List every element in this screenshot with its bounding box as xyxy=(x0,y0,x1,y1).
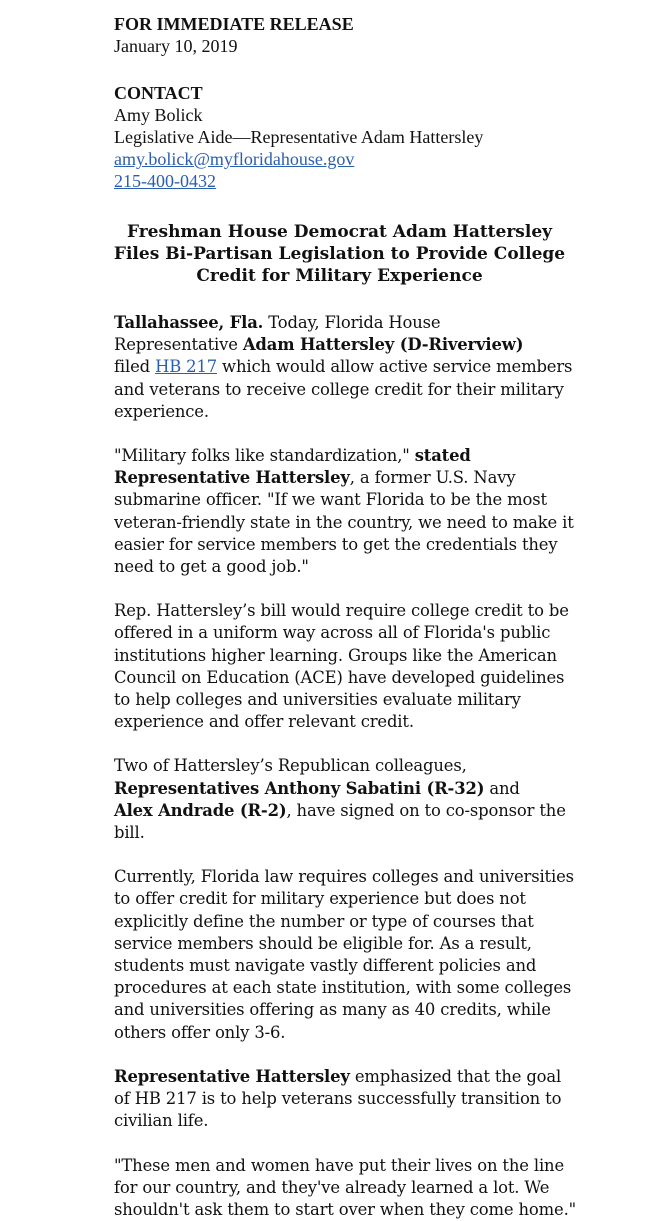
representative-name: Adam Hattersley (D-Riverview) xyxy=(243,335,523,354)
paragraph-text: Currently, Florida law requires colleges and universities xyxy=(114,866,564,888)
paragraph-text: , have signed on to co-sponsor the xyxy=(286,801,565,820)
paragraph-text: for our country, and they've already learned a lot. We xyxy=(114,1177,564,1199)
paragraph-cosponsors xyxy=(114,755,564,844)
paragraph-text: experience and offer relevant credit. xyxy=(114,711,564,733)
paragraph-text: others offer only 3-6. xyxy=(114,1022,564,1044)
paragraph-text: submarine officer. "If we want Florida to be the most xyxy=(114,489,564,511)
representative-name: Representative Hattersley xyxy=(114,1067,350,1086)
paragraph-bill-details xyxy=(114,600,564,733)
paragraph-text: "Military folks like standardization," xyxy=(114,446,415,465)
paragraph-text: and universities offering as many as 40 credits, while xyxy=(114,999,564,1021)
representative-name: Representative Hattersley xyxy=(114,468,350,487)
paragraph-text: Council on Education (ACE) have developed guidelines xyxy=(114,667,564,689)
stated-text: stated xyxy=(415,446,471,465)
paragraph-text: and veterans to receive college credit for their military xyxy=(114,379,564,401)
paragraph-text: veteran-friendly state in the country, we need to make it xyxy=(114,512,564,534)
contact-phone-link[interactable]: 215-400-0432 xyxy=(114,171,216,191)
contact-label: CONTACT xyxy=(114,82,670,104)
paragraph-text: offered in a uniform way across all of Florida's public xyxy=(114,622,564,644)
paragraph-text: Two of Hattersley’s Republican colleagues, xyxy=(114,755,564,777)
paragraph-text: shouldn't ask them to start over when they come home." xyxy=(114,1199,564,1221)
paragraph-text: of HB 217 is to help veterans successfully transition to xyxy=(114,1088,564,1110)
headline-line: Freshman House Democrat Adam Hattersley xyxy=(107,221,572,243)
paragraph-text: bill. xyxy=(114,822,564,844)
release-header xyxy=(114,13,670,57)
paragraph-quote-1 xyxy=(114,445,564,578)
dateline: Tallahassee, Fla. xyxy=(114,313,263,332)
paragraph-text: "These men and women have put their lives on the line xyxy=(114,1155,564,1177)
paragraph-text: and xyxy=(484,779,519,798)
paragraph-text: procedures at each state institution, with some colleges xyxy=(114,977,564,999)
paragraph-text: civilian life. xyxy=(114,1110,564,1132)
cosponsor-name: Representatives Anthony Sabatini (R-32) xyxy=(114,779,484,798)
paragraph-text: Rep. Hattersley’s bill would require college credit to be xyxy=(114,600,564,622)
paragraph-text: to help colleges and universities evaluate military xyxy=(114,689,564,711)
paragraph-text: Representative xyxy=(114,335,243,354)
paragraph-text: which would allow active service members xyxy=(217,357,572,376)
paragraph-text: to offer credit for military experience but does not xyxy=(114,888,564,910)
headline xyxy=(107,221,572,287)
headline-line: Credit for Military Experience xyxy=(107,265,572,287)
release-date: January 10, 2019 xyxy=(114,35,670,57)
paragraph-text: , a former U.S. Navy xyxy=(350,468,516,487)
paragraph-text: experience. xyxy=(114,401,564,423)
paragraph-text: Today, Florida House xyxy=(263,313,440,332)
contact-title: Legislative Aide—Representative Adam Hattersley xyxy=(114,126,670,148)
contact-name: Amy Bolick xyxy=(114,104,670,126)
paragraph-text: institutions higher learning. Groups like the American xyxy=(114,645,564,667)
bill-link[interactable]: HB 217 xyxy=(155,357,217,376)
paragraph-text: easier for service members to get the credentials they xyxy=(114,534,564,556)
paragraph-current-law xyxy=(114,866,564,1044)
release-label: FOR IMMEDIATE RELEASE xyxy=(114,13,670,35)
paragraph-text: filed xyxy=(114,357,155,376)
contact-email-link[interactable]: amy.bolick@myfloridahouse.gov xyxy=(114,149,354,169)
paragraph-text: students must navigate vastly different policies and xyxy=(114,955,564,977)
contact-block xyxy=(114,82,670,192)
paragraph-text: emphasized that the goal xyxy=(350,1067,561,1086)
paragraph-text: explicitly define the number or type of courses that xyxy=(114,911,564,933)
paragraph-text: service members should be eligible for. As a result, xyxy=(114,933,564,955)
headline-line: Files Bi-Partisan Legislation to Provide College xyxy=(107,243,572,265)
paragraph-text: need to get a good job." xyxy=(114,556,564,578)
paragraph-intro xyxy=(114,312,564,423)
cosponsor-name: Alex Andrade (R-2) xyxy=(114,801,286,820)
paragraph-goal xyxy=(114,1066,564,1133)
paragraph-quote-2 xyxy=(114,1155,564,1221)
